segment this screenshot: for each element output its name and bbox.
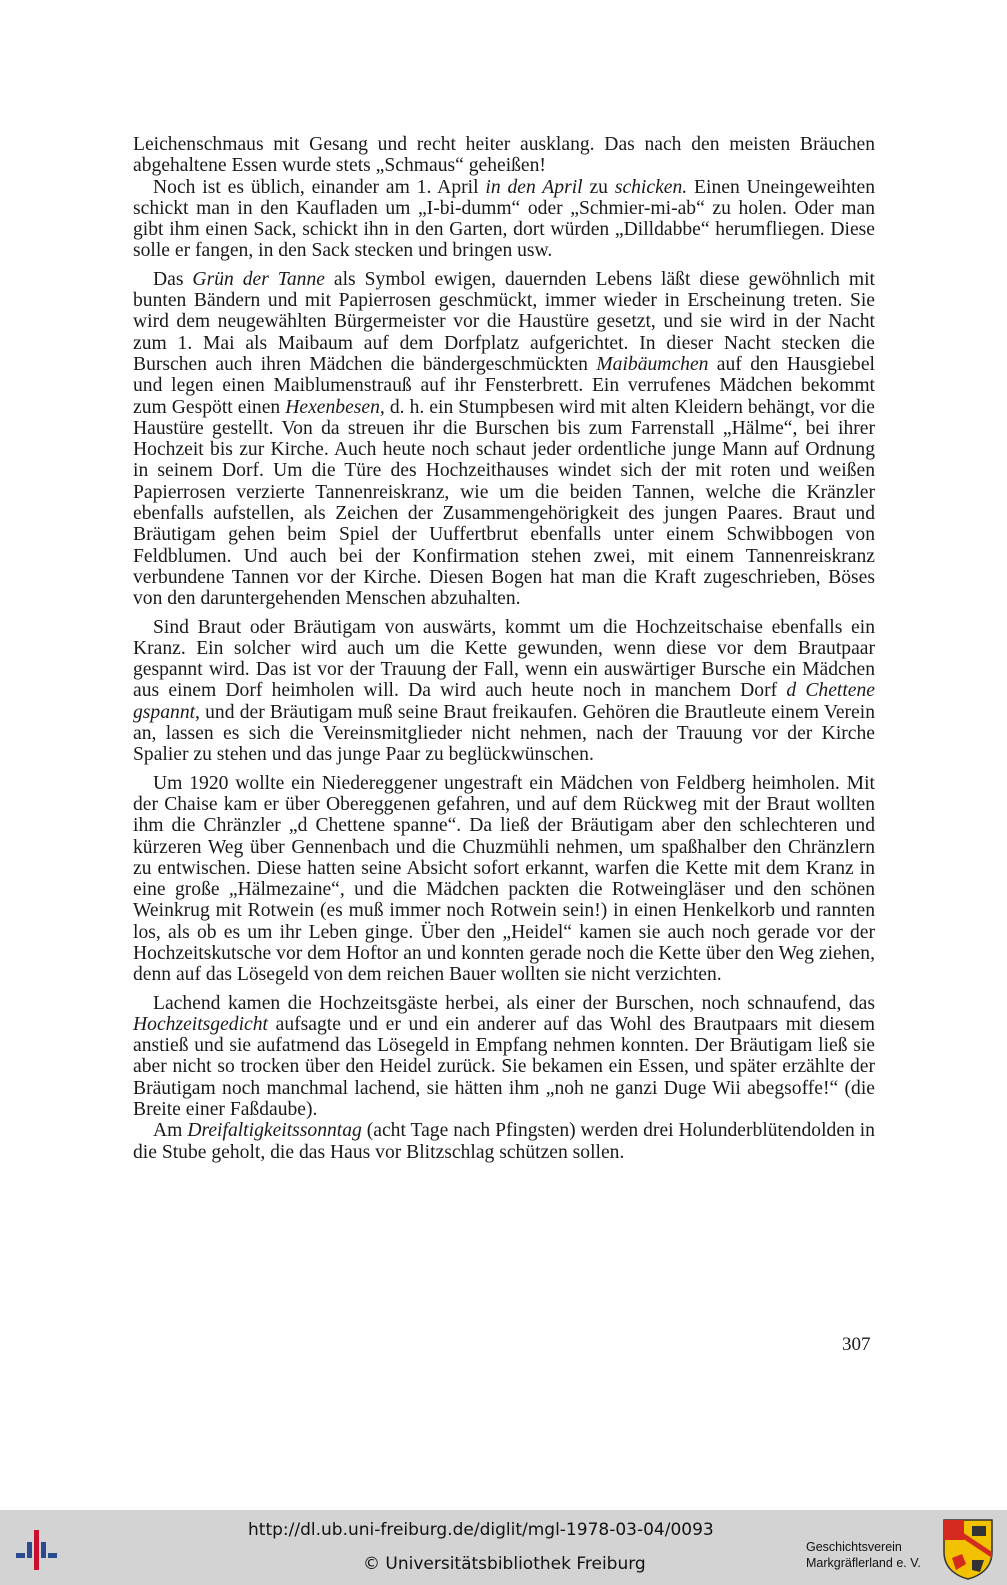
emphasis-text: Grün der Tanne xyxy=(192,268,325,290)
body-text xyxy=(133,134,875,1163)
paragraph-text: d. h. ein Stumpbesen wird mit alten Kleidern behängt, vor die Haustüre gestellt. Von da streuen ihr die Burschen bis zum Farrenstall „Hälme“, bei ihrer Hochzeit bis zur Kirche. Auch heute noch schaut jeder ordentliche junge Mann auf Ordnung in seinem Dorf. Um die Türe des Hochzeithauses windet sich der mit roten und weißen Papierrosen verzierte Tannenreiskranz, wie um die beiden Tannen, welche die Kränzler ebenfalls aufstellen, als Zeichen der Zusammengehörigkeit des jungen Paares. Braut und Bräutigam gehen beim Spiel der Uuffertbrut ebenfalls unter einem Schwibbogen von Feldblumen. Und auch bei der Konfirmation stehen zwei, mit einem Tannenreiskranz verbundene Tannen vor der Kirche. Diesen Bogen hat man die Kraft zugeschrieben, Böses von den daruntergehenden Menschen abzuhalten. xyxy=(133,396,875,610)
paragraph-text: Einen Uneingeweihten schickt man in den Kaufladen um „I-bi-dumm“ oder „Schmier-mi-ab“ zu holen. Oder man gibt ihm einen Sack, schickt ihn in den Garten, dort würden „Dilldabbe“ herumfliegen. Diese solle er fangen, in den Sack stecken und bringen usw. xyxy=(133,176,875,262)
paragraph-text: und der Bräutigam muß seine Braut freikaufen. Gehören die Brautleute einem Verein an, lassen es sich die Vereinsmitglieder nicht nehmen, nach der Trauung vor der Kirche Spalier zu stehen und das junge Paar zu beglückwünschen. xyxy=(133,701,875,766)
paragraph-text: als Symbol ewigen, dauernden Lebens läßt diese gewöhnlich mit bunten Bändern und mit Papierrosen geschmückt, immer wieder in Erscheinung treten. Sie wird dem neugewählten Bürgermeister vor die Haustüre gesetzt, und sie wird in der Nacht zum 1. Mai als Maibaum auf dem Dorfplatz aufgerichtet. In dieser Nacht stecken die Burschen auch ihren Mädchen die bändergeschmückten xyxy=(133,268,876,375)
society-name xyxy=(806,1539,921,1571)
paragraph xyxy=(133,993,875,1121)
emphasis-text: Hexenbesen, xyxy=(285,396,385,418)
emphasis-text: in den April xyxy=(485,176,583,198)
paragraph xyxy=(133,134,875,177)
paragraph-text: Noch ist es üblich, einander am 1. April xyxy=(153,176,486,198)
society-line-1: Geschichtsverein xyxy=(806,1540,902,1554)
paragraph xyxy=(133,617,875,766)
paragraph xyxy=(133,269,875,610)
coat-of-arms-icon xyxy=(942,1518,994,1580)
paragraph-text: zu xyxy=(582,176,615,198)
footer-bar xyxy=(0,1510,1007,1585)
copyright-text: © Universitätsbibliothek Freiburg xyxy=(363,1554,646,1574)
emphasis-text: Dreifaltigkeitssonntag xyxy=(187,1120,362,1142)
emphasis-text: schicken. xyxy=(614,176,688,198)
emphasis-text: Maibäumchen xyxy=(596,353,709,375)
paragraph-text: Das xyxy=(153,268,193,290)
paragraph-text: Lachend kamen die Hochzeitsgäste herbei, als einer der Burschen, noch schnaufend, das xyxy=(153,992,875,1014)
paragraph-text: Um 1920 wollte ein Niedereggener ungestraft ein Mädchen von Feldberg heimholen. Mit der Chaise kam er über Obereggenen gefahren, und auf dem Rückweg mit der Braut wollten ihm die Chränzler „d Chettene spanne“. Da ließ der Bräutigam aber den schlechteren und kürzeren Weg über Gennenbach und die Chuzmühli nehmen, um spaßhalber den Chränzlern zu entwischen. Diese hatten seine Absicht sofort erkannt, warfen die Kette mit dem Kranz in eine große „Hälmezaine“, und die Mädchen packten die Rotweingläser und den schönen Weinkrug mit Rotwein (es muß immer noch Rotwein sein!) in einen Henkelkorb und rannten los, als ob es um ihr Leben ginge. Über den „Heidel“ kamen sie auch noch gerade vor der Hochzeitskutsche vor dem Hoftor an und konnten gerade noch die Kette über den Weg ziehen, denn auf das Lösegeld von dem reichen Bauer wollten sie nicht verzichten. xyxy=(133,772,875,986)
document-url-link[interactable]: http://dl.ub.uni-freiburg.de/diglit/mgl-1978-03-04/0093 xyxy=(248,1520,714,1540)
paragraph-text: Am xyxy=(153,1120,188,1142)
ub-freiburg-bars-icon[interactable] xyxy=(12,1528,62,1572)
society-line-2: Markgräflerland e. V. xyxy=(806,1556,921,1570)
page-number: 307 xyxy=(842,1334,871,1355)
emphasis-text: Hochzeitsgedicht xyxy=(133,1013,268,1035)
paragraph-text: Leichenschmaus mit Gesang und recht heiter ausklang. Das nach den meisten Bräuchen abgehaltene Essen wurde stets „Schmaus“ geheißen! xyxy=(133,134,875,177)
paragraph xyxy=(133,773,875,986)
paragraph-text: Sind Braut oder Bräutigam von auswärts, kommt um die Hochzeitschaise ebenfalls ein Kranz. Ein solcher wird auch um die Kette gewunden, wenn diese vor dem Brautpaar gespannt wird. Das ist vor der Trauung der Fall, wenn ein auswärtiger Bursche ein Mädchen aus einem Dorf heimholen will. Da wird auch heute noch in manchem Dorf xyxy=(133,616,875,702)
paragraph xyxy=(133,177,875,262)
paragraph-text: (acht Tage nach Pfingsten) werden drei Holunderblütendolden in die Stube geholt, die das Haus vor Blitzschlag schützen sollen. xyxy=(133,1120,875,1163)
emphasis-text: d Chettene gspannt, xyxy=(133,680,875,723)
paragraph-text: aufsagte und er und ein anderer auf das Wohl des Brautpaars mit diesem anstieß und sie aufatmend das Lösegeld in Empfang nehmen konnten. Der Bräutigam ließ sie aber nicht so trocken über den Heidel zurück. Sie bekamen ein Essen, und später erzählte der Bräutigam noch manchmal lachend, sie hätten ihm „noh ne ganzi Duge Wii abegsoffe!“ (die Breite einer Faßdaube). xyxy=(133,1013,875,1121)
paragraph-text: auf den Hausgiebel und legen einen Maiblumenstrauß auf ihr Fensterbrett. Ein verrufenes Mädchen bekommt zum Gespött einen xyxy=(133,353,875,418)
paragraph xyxy=(133,1120,875,1163)
